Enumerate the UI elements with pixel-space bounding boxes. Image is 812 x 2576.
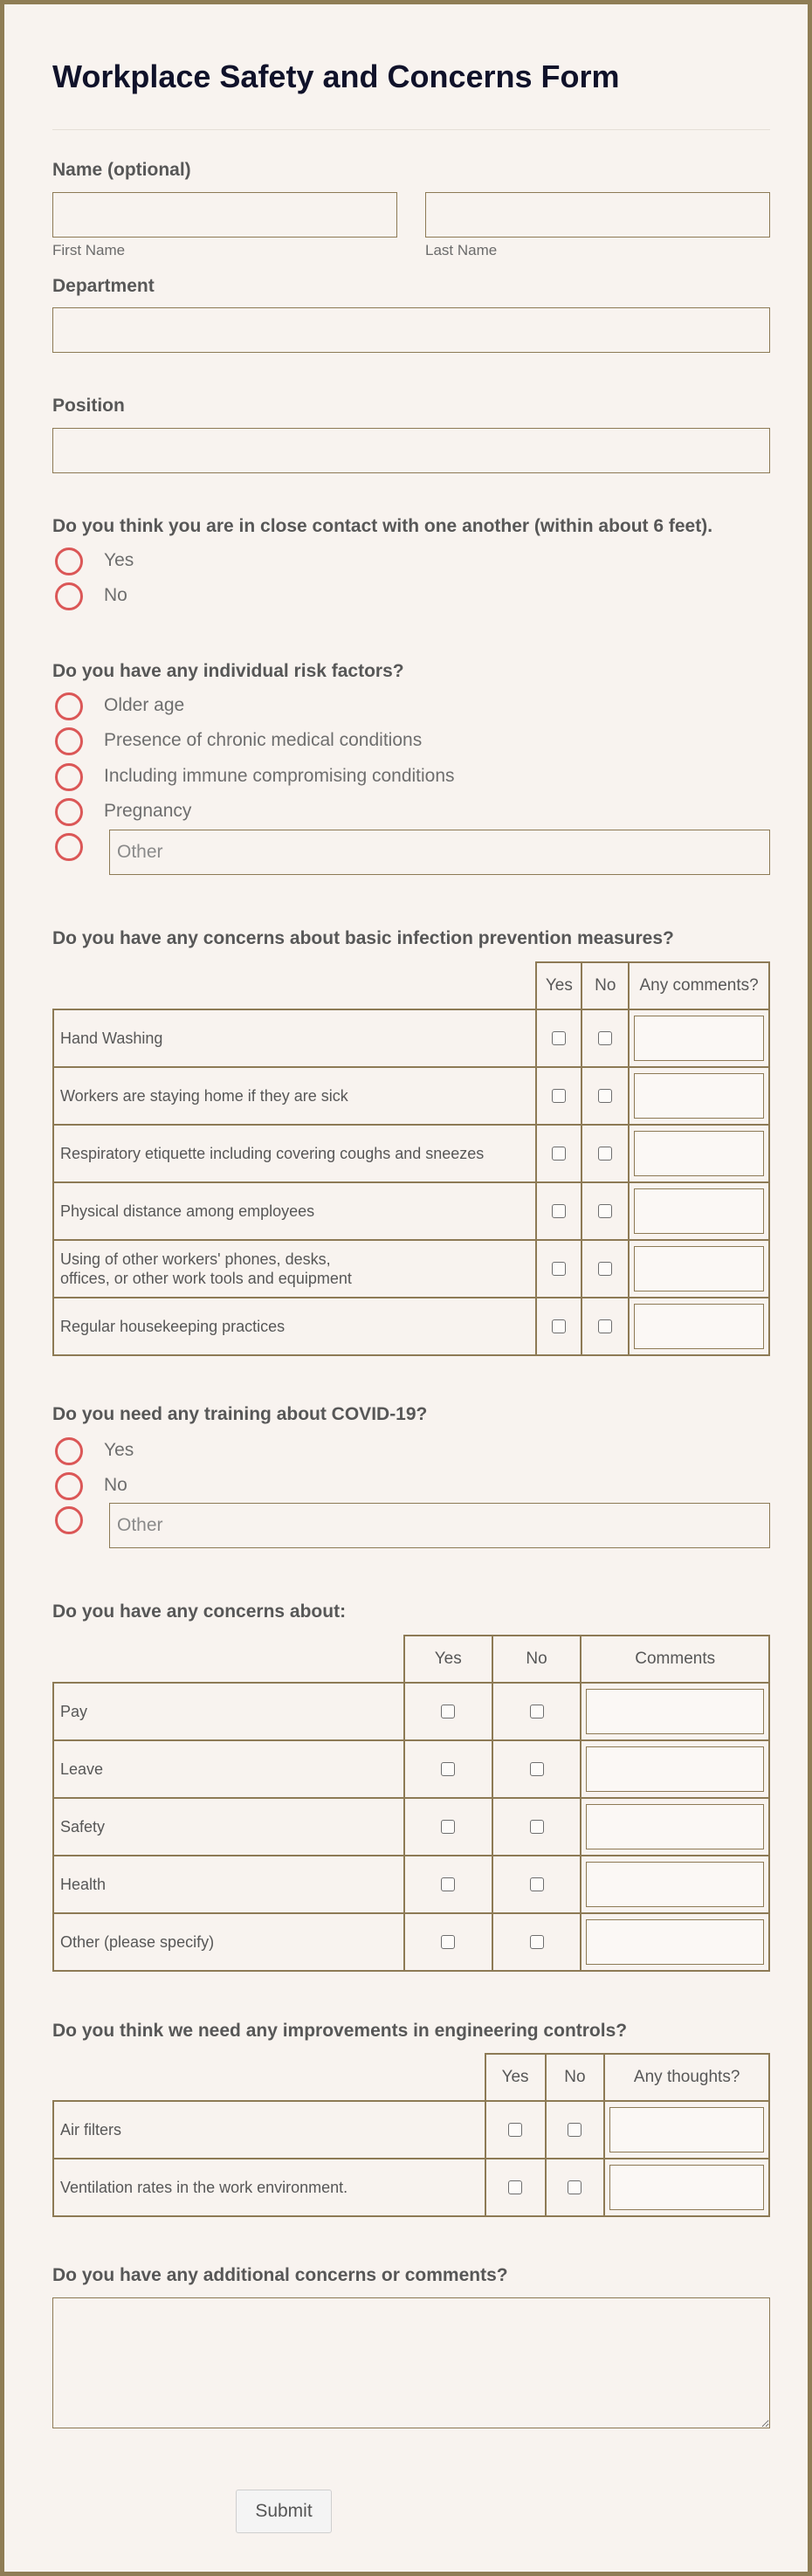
table-row (53, 1009, 769, 1067)
row-label-pay: Pay (53, 1683, 404, 1740)
table-row (53, 1683, 769, 1740)
yes-checkbox[interactable] (552, 1319, 566, 1333)
comment-input[interactable] (586, 1804, 764, 1849)
yes-checkbox[interactable] (508, 2123, 522, 2137)
table-corner (53, 962, 536, 1009)
training-other-input[interactable] (109, 1503, 770, 1548)
engineering-question: Do you think we need any improvements in engineering controls? (52, 2021, 628, 2041)
comment-input[interactable] (609, 2107, 764, 2152)
submit-button[interactable]: Submit (236, 2490, 332, 2533)
row-label-leave: Leave (53, 1740, 404, 1798)
comment-input[interactable] (634, 1304, 764, 1349)
row-label-housekeeping: Regular housekeeping practices (53, 1298, 536, 1355)
concerns-question: Do you have any concerns about: (52, 1601, 347, 1622)
row-label-hand-washing: Hand Washing (53, 1009, 536, 1067)
radio-label: Older age (104, 695, 185, 715)
table-row (53, 1740, 769, 1798)
risk-option-immune-compromising[interactable] (52, 759, 770, 794)
table-row (53, 1240, 769, 1298)
table-row (53, 1913, 769, 1971)
row-label-safety: Safety (53, 1798, 404, 1856)
yes-checkbox[interactable] (508, 2180, 522, 2194)
table-row (53, 1856, 769, 1913)
infection-prevention-question: Do you have any concerns about basic infection prevention measures? (52, 928, 674, 948)
position-input[interactable] (52, 428, 770, 473)
column-header-yes: Yes (485, 2054, 546, 2101)
row-label-line: Using of other workers' phones, desks, (60, 1250, 331, 1268)
no-checkbox[interactable] (530, 1877, 544, 1891)
comment-input[interactable] (609, 2165, 764, 2210)
column-header-yes: Yes (404, 1636, 492, 1683)
first-name-sublabel: First Name (52, 242, 126, 258)
comment-input[interactable] (634, 1016, 764, 1061)
yes-checkbox[interactable] (441, 1705, 455, 1718)
position-label: Position (52, 396, 125, 416)
column-header-no: No (581, 962, 629, 1009)
no-checkbox[interactable] (598, 1204, 612, 1218)
yes-checkbox[interactable] (552, 1147, 566, 1161)
row-label-ventilation: Ventilation rates in the work environment. (53, 2159, 485, 2216)
yes-checkbox[interactable] (552, 1204, 566, 1218)
radio-button[interactable] (55, 727, 83, 755)
last-name-input[interactable] (425, 192, 770, 238)
radio-button[interactable] (55, 548, 83, 575)
comment-input[interactable] (634, 1073, 764, 1119)
row-label-shared-equipment (53, 1240, 536, 1298)
row-label-physical-distance: Physical distance among employees (53, 1182, 536, 1240)
risk-factors-question: Do you have any individual risk factors? (52, 661, 404, 681)
comment-input[interactable] (586, 1689, 764, 1734)
column-header-no: No (546, 2054, 605, 2101)
radio-button[interactable] (55, 1506, 83, 1534)
risk-other-input[interactable] (109, 830, 770, 875)
training-option-yes[interactable] (52, 1433, 770, 1468)
training-option-no[interactable] (52, 1468, 770, 1503)
infection-prevention-table (52, 961, 770, 1356)
radio-button[interactable] (55, 1437, 83, 1465)
column-header-comments: Comments (581, 1636, 769, 1683)
no-checkbox[interactable] (530, 1820, 544, 1834)
radio-button[interactable] (55, 798, 83, 826)
comment-input[interactable] (586, 1746, 764, 1792)
yes-checkbox[interactable] (552, 1089, 566, 1103)
radio-button[interactable] (55, 763, 83, 791)
no-checkbox[interactable] (530, 1935, 544, 1949)
yes-checkbox[interactable] (441, 1762, 455, 1776)
radio-label: Presence of chronic medical conditions (104, 730, 423, 750)
first-name-input[interactable] (52, 192, 397, 238)
no-checkbox[interactable] (598, 1262, 612, 1276)
radio-label: Yes (104, 1440, 134, 1460)
comment-input[interactable] (634, 1188, 764, 1234)
column-header-comments: Any comments? (629, 962, 769, 1009)
no-checkbox[interactable] (598, 1089, 612, 1103)
comment-input[interactable] (634, 1131, 764, 1176)
yes-checkbox[interactable] (552, 1262, 566, 1276)
risk-option-chronic-conditions[interactable] (52, 723, 770, 758)
radio-label: Yes (104, 550, 134, 570)
department-label: Department (52, 276, 155, 296)
radio-label: Pregnancy (104, 801, 192, 821)
radio-label: Including immune compromising conditions (104, 766, 455, 786)
row-label-respiratory-etiquette: Respiratory etiquette including covering coughs and sneezes (53, 1125, 536, 1182)
table-row (53, 1125, 769, 1182)
radio-button[interactable] (55, 833, 83, 861)
comment-input[interactable] (586, 1862, 764, 1907)
radio-label: No (104, 585, 127, 605)
no-checkbox[interactable] (598, 1319, 612, 1333)
comment-input[interactable] (586, 1919, 764, 1965)
additional-question: Do you have any additional concerns or comments? (52, 2265, 508, 2285)
row-label-line: offices, or other work tools and equipment (60, 1270, 352, 1287)
no-checkbox[interactable] (568, 2123, 581, 2137)
no-checkbox[interactable] (598, 1147, 612, 1161)
table-row (53, 2159, 769, 2216)
radio-button[interactable] (55, 1472, 83, 1500)
title-divider (52, 129, 770, 130)
last-name-sublabel: Last Name (425, 242, 498, 258)
no-checkbox[interactable] (598, 1031, 612, 1045)
yes-checkbox[interactable] (441, 1935, 455, 1949)
table-corner (53, 2054, 485, 2101)
row-label-other: Other (please specify) (53, 1913, 404, 1971)
engineering-table (52, 2053, 770, 2217)
close-contact-option-no[interactable] (52, 578, 770, 613)
column-header-yes: Yes (536, 962, 581, 1009)
radio-button[interactable] (55, 692, 83, 720)
table-corner (53, 1636, 404, 1683)
name-label: Name (optional) (52, 160, 191, 180)
no-checkbox[interactable] (530, 1705, 544, 1718)
radio-label: No (104, 1475, 127, 1495)
comment-input[interactable] (634, 1246, 764, 1291)
row-label-air-filters: Air filters (53, 2101, 485, 2159)
table-row (53, 1182, 769, 1240)
column-header-no: No (492, 1636, 581, 1683)
radio-button[interactable] (55, 582, 83, 610)
no-checkbox[interactable] (530, 1762, 544, 1776)
form-title: Workplace Safety and Concerns Form (52, 59, 620, 94)
risk-option-pregnancy[interactable] (52, 794, 770, 829)
training-question: Do you need any training about COVID-19? (52, 1404, 428, 1424)
close-contact-question: Do you think you are in close contact with one another (within about 6 feet). (52, 516, 713, 536)
table-row (53, 1298, 769, 1355)
additional-comments-textarea[interactable] (52, 2297, 770, 2428)
table-row (53, 1798, 769, 1856)
yes-checkbox[interactable] (552, 1031, 566, 1045)
row-label-health: Health (53, 1856, 404, 1913)
department-input[interactable] (52, 307, 770, 353)
yes-checkbox[interactable] (441, 1877, 455, 1891)
table-row (53, 2101, 769, 2159)
risk-option-older-age[interactable] (52, 688, 770, 723)
table-row (53, 1067, 769, 1125)
concerns-table (52, 1635, 770, 1972)
yes-checkbox[interactable] (441, 1820, 455, 1834)
risk-option-other[interactable] (52, 830, 770, 878)
row-label-staying-home: Workers are staying home if they are sick (53, 1067, 536, 1125)
close-contact-option-yes[interactable] (52, 543, 770, 578)
training-option-other[interactable] (52, 1503, 770, 1552)
column-header-thoughts: Any thoughts? (604, 2054, 769, 2101)
no-checkbox[interactable] (568, 2180, 581, 2194)
